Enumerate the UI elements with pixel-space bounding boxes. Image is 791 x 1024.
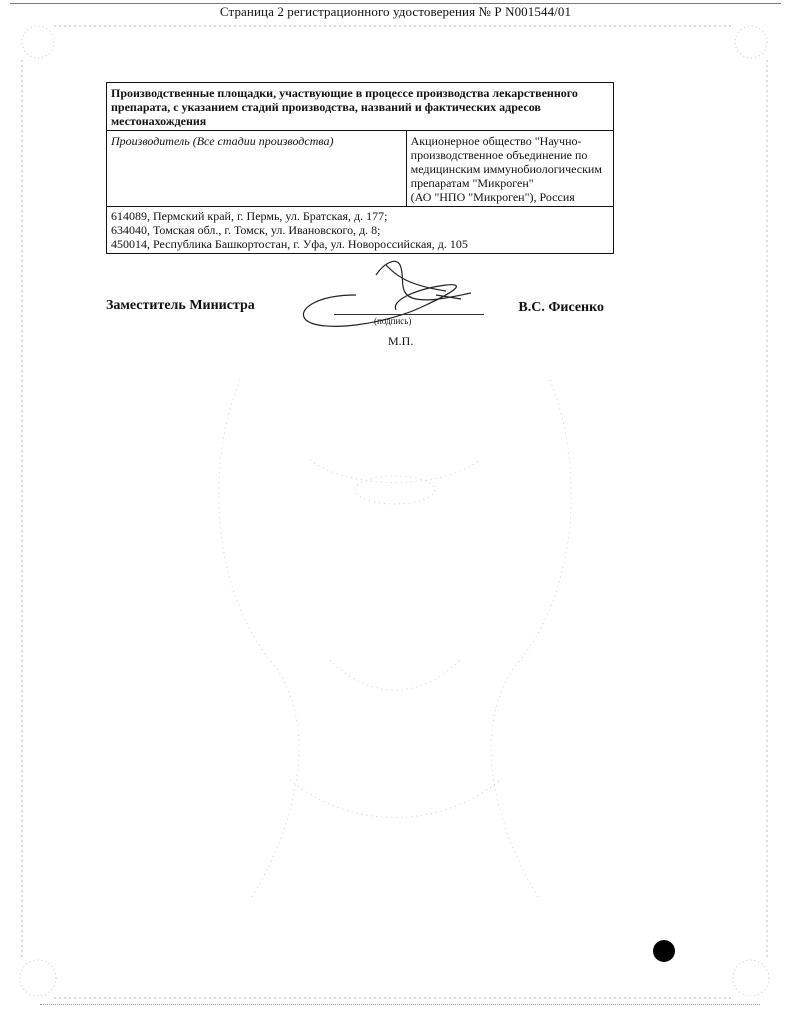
manufacturer-role: Производитель (Все стадии производства) bbox=[107, 131, 407, 207]
signature-caption: (подпись) bbox=[374, 316, 412, 326]
organization-line: медицинским иммунобиологическим bbox=[410, 162, 602, 176]
manufacturer-organization bbox=[406, 131, 613, 207]
punch-hole bbox=[653, 940, 675, 962]
organization-line: Акционерное общество "Научно- bbox=[410, 134, 582, 148]
page-header: Страница 2 регистрационного удостоверения № Р N001544/01 bbox=[219, 4, 572, 19]
organization-line: препаратам "Микроген" bbox=[410, 176, 534, 190]
signer-name: В.С. Фисенко bbox=[518, 300, 604, 315]
security-watermark bbox=[180, 360, 610, 920]
addresses-cell bbox=[107, 207, 614, 254]
address-line: 634040, Томская обл., г. Томск, ул. Ивановского, д. 8; bbox=[111, 223, 381, 237]
signature-block bbox=[106, 298, 614, 358]
table-heading: Производственные площадки, участвующие в процессе производства лекарственного препарата, с указанием стадий производства, названий и фактических адресов местонахождения bbox=[107, 83, 614, 131]
address-line: 614089, Пермский край, г. Пермь, ул. Братская, д. 177; bbox=[111, 209, 388, 223]
signature-line bbox=[334, 314, 484, 315]
stamp-label: М.П. bbox=[388, 334, 414, 348]
organization-line: производственное объединение по bbox=[410, 148, 588, 162]
production-sites-table bbox=[106, 82, 614, 254]
organization-line: (АО "НПО "Микроген"), Россия bbox=[410, 190, 575, 204]
address-line: 450014, Республика Башкортостан, г. Уфа, ул. Новороссийская, д. 105 bbox=[111, 237, 468, 251]
footer-rule bbox=[40, 1004, 760, 1005]
signer-title: Заместитель Министра bbox=[106, 298, 255, 313]
